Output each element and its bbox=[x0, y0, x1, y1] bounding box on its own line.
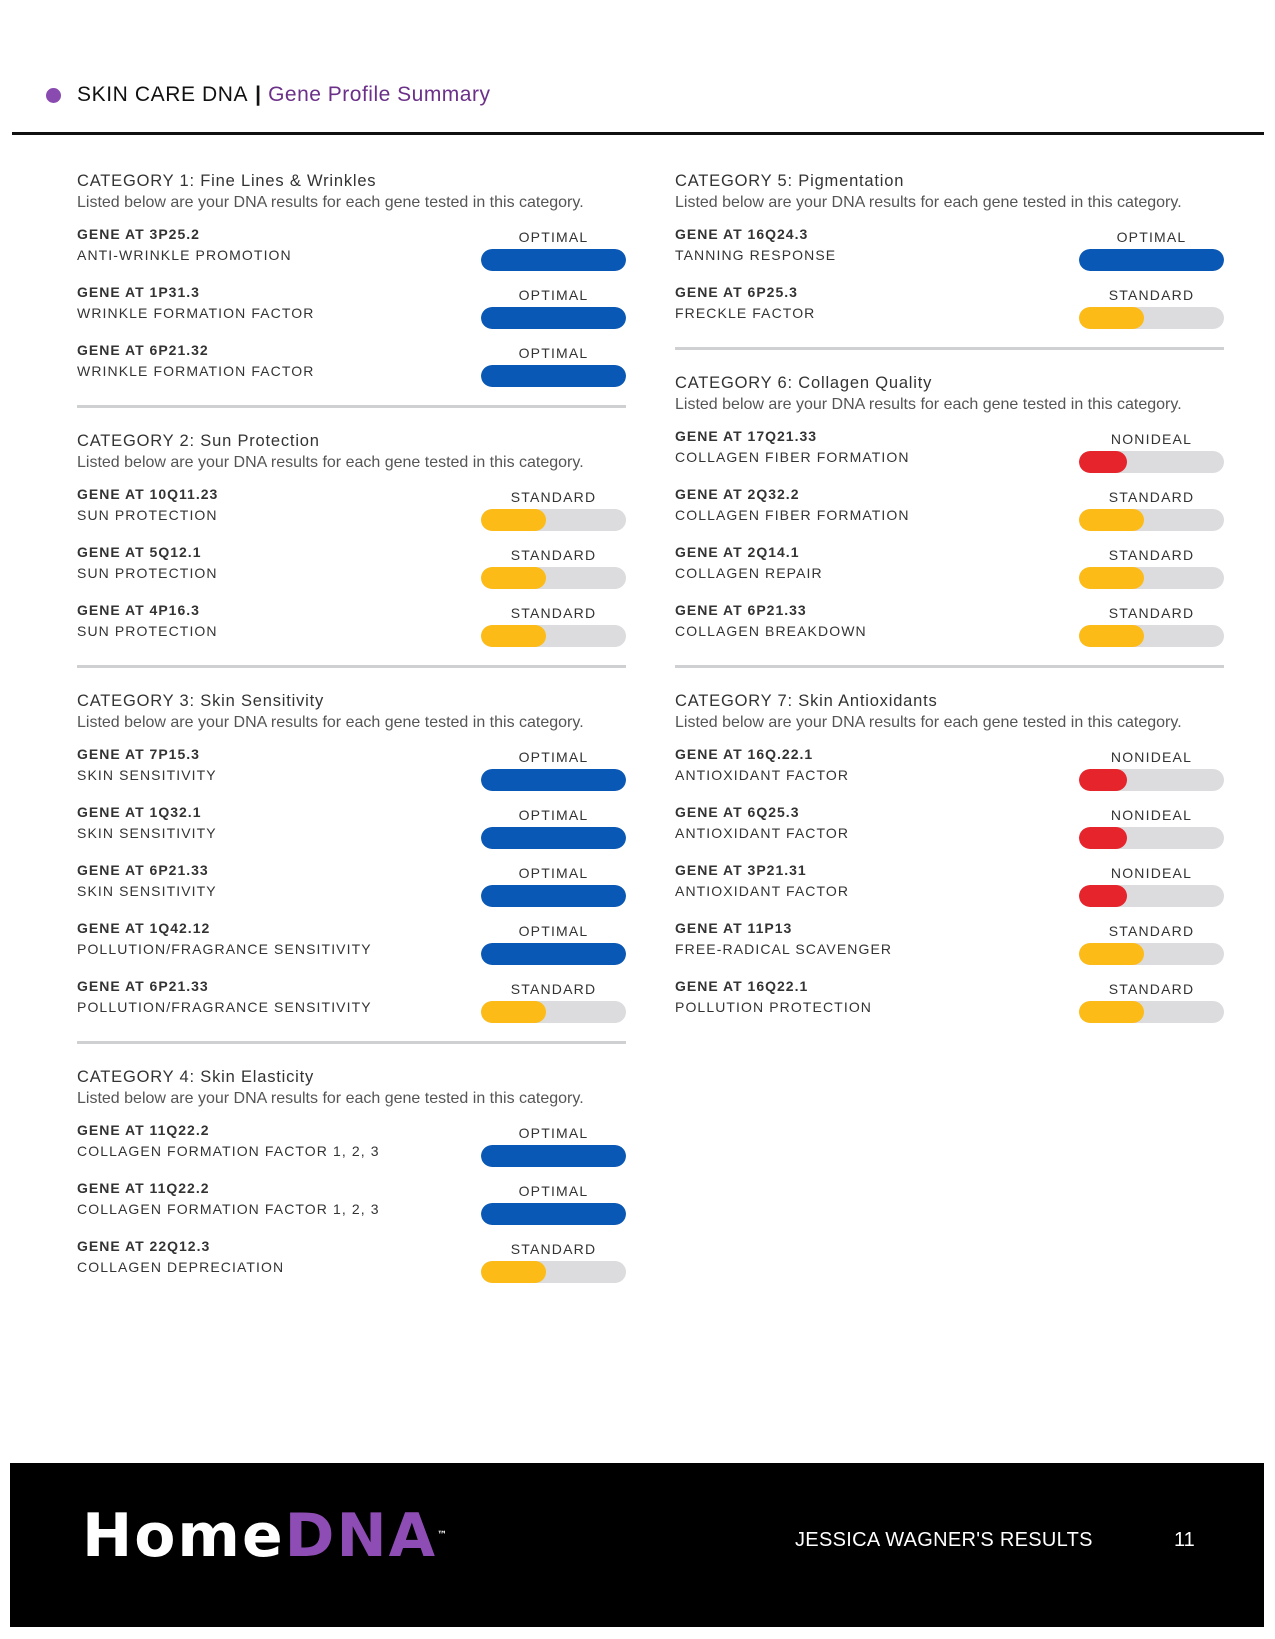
rating-bar-fill bbox=[1079, 1001, 1144, 1023]
gene-row bbox=[77, 741, 626, 799]
category-description: Listed below are your DNA results for each gene tested in this category. bbox=[675, 396, 1182, 413]
rating-bar-track bbox=[481, 1001, 626, 1023]
rating-bar-fill bbox=[1079, 625, 1144, 647]
rating-label: STANDARD bbox=[1108, 547, 1195, 563]
rating-bar-fill bbox=[1079, 885, 1127, 907]
category-section bbox=[77, 690, 626, 1044]
rating-label: STANDARD bbox=[510, 489, 597, 505]
category-description: Listed below are your DNA results for each gene tested in this category. bbox=[675, 194, 1182, 211]
gene-name: SUN PROTECTION bbox=[77, 507, 218, 523]
gene-name: SUN PROTECTION bbox=[77, 565, 218, 581]
gene-id: GENE AT 2Q14.1 bbox=[675, 544, 800, 560]
category-description: Listed below are your DNA results for each gene tested in this category. bbox=[77, 1090, 584, 1107]
results-owner-label: JESSICA WAGNER'S RESULTS bbox=[795, 1529, 1093, 1551]
gene-name: SKIN SENSITIVITY bbox=[77, 883, 217, 899]
gene-row bbox=[77, 1175, 626, 1233]
gene-rating bbox=[481, 605, 626, 647]
gene-name: TANNING RESPONSE bbox=[675, 247, 837, 263]
gene-row bbox=[675, 799, 1224, 857]
rating-bar-fill bbox=[481, 1261, 546, 1283]
gene-id: GENE AT 2Q32.2 bbox=[675, 486, 800, 502]
category-title: CATEGORY 2: Sun Protection bbox=[77, 432, 320, 450]
rating-label: OPTIMAL bbox=[518, 287, 589, 303]
gene-rating bbox=[481, 981, 626, 1023]
header-divider bbox=[12, 132, 1264, 135]
gene-name: COLLAGEN REPAIR bbox=[675, 565, 823, 581]
category-section bbox=[675, 170, 1224, 350]
rating-bar-fill bbox=[1079, 307, 1144, 329]
rating-bar-track bbox=[1079, 885, 1224, 907]
rating-bar-track bbox=[481, 1261, 626, 1283]
gene-name: POLLUTION/FRAGRANCE SENSITIVITY bbox=[77, 941, 372, 957]
rating-bar-fill bbox=[481, 1145, 626, 1167]
gene-id: GENE AT 5Q12.1 bbox=[77, 544, 202, 560]
category-section bbox=[77, 1066, 626, 1301]
logo-home-text: Home bbox=[82, 1501, 285, 1571]
rating-label: STANDARD bbox=[510, 547, 597, 563]
rating-label: NONIDEAL bbox=[1110, 749, 1193, 765]
gene-row bbox=[675, 597, 1224, 655]
gene-id: GENE AT 7P15.3 bbox=[77, 746, 200, 762]
rating-bar-fill bbox=[1079, 769, 1127, 791]
gene-row bbox=[77, 337, 626, 395]
gene-id: GENE AT 10Q11.23 bbox=[77, 486, 219, 502]
category-section bbox=[675, 690, 1224, 1041]
rating-label: STANDARD bbox=[1108, 287, 1195, 303]
page-number: 11 bbox=[1174, 1529, 1195, 1551]
bullet-icon bbox=[46, 88, 61, 103]
gene-name: COLLAGEN DEPRECIATION bbox=[77, 1259, 285, 1275]
gene-name: ANTIOXIDANT FACTOR bbox=[675, 767, 850, 783]
gene-id: GENE AT 11Q22.2 bbox=[77, 1180, 210, 1196]
rating-bar-track bbox=[481, 365, 626, 387]
category-description: Listed below are your DNA results for each gene tested in this category. bbox=[675, 714, 1182, 731]
gene-id: GENE AT 11Q22.2 bbox=[77, 1122, 210, 1138]
category-title: CATEGORY 5: Pigmentation bbox=[675, 172, 905, 190]
gene-id: GENE AT 22Q12.3 bbox=[77, 1238, 211, 1254]
rating-bar-fill bbox=[1079, 249, 1224, 271]
gene-name: SKIN SENSITIVITY bbox=[77, 767, 217, 783]
gene-row bbox=[77, 915, 626, 973]
rating-bar-fill bbox=[1079, 943, 1144, 965]
gene-rating bbox=[1079, 489, 1224, 531]
gene-row bbox=[675, 481, 1224, 539]
gene-id: GENE AT 6P21.33 bbox=[77, 978, 209, 994]
gene-row bbox=[77, 973, 626, 1031]
gene-rating bbox=[1079, 431, 1224, 473]
gene-name: FRECKLE FACTOR bbox=[675, 305, 816, 321]
rating-bar-fill bbox=[1079, 509, 1144, 531]
gene-id: GENE AT 16Q.22.1 bbox=[675, 746, 814, 762]
rating-bar-track bbox=[481, 943, 626, 965]
gene-row bbox=[77, 597, 626, 655]
logo-trademark: ™ bbox=[437, 1530, 448, 1541]
gene-id: GENE AT 1P31.3 bbox=[77, 284, 200, 300]
gene-row bbox=[675, 279, 1224, 337]
rating-bar-track bbox=[1079, 943, 1224, 965]
rating-bar-fill bbox=[481, 567, 546, 589]
rating-label: OPTIMAL bbox=[518, 807, 589, 823]
category-description: Listed below are your DNA results for each gene tested in this category. bbox=[77, 194, 584, 211]
gene-name: COLLAGEN FORMATION FACTOR 1, 2, 3 bbox=[77, 1143, 380, 1159]
gene-row bbox=[77, 857, 626, 915]
rating-label: OPTIMAL bbox=[518, 1125, 589, 1141]
gene-rating bbox=[1079, 229, 1224, 271]
logo-dna-text: DNA bbox=[284, 1501, 438, 1571]
gene-row bbox=[77, 279, 626, 337]
rating-bar-fill bbox=[1079, 827, 1127, 849]
gene-id: GENE AT 17Q21.33 bbox=[675, 428, 818, 444]
rating-bar-track bbox=[481, 307, 626, 329]
left-column bbox=[77, 170, 626, 1323]
gene-row bbox=[77, 1117, 626, 1175]
rating-label: OPTIMAL bbox=[518, 923, 589, 939]
rating-label: STANDARD bbox=[1108, 489, 1195, 505]
rating-bar-track bbox=[1079, 1001, 1224, 1023]
gene-rating bbox=[481, 865, 626, 907]
category-title: CATEGORY 3: Skin Sensitivity bbox=[77, 692, 325, 710]
category-title: CATEGORY 7: Skin Antioxidants bbox=[675, 692, 938, 710]
gene-rating bbox=[481, 749, 626, 791]
rating-label: OPTIMAL bbox=[518, 749, 589, 765]
category-section bbox=[77, 170, 626, 408]
rating-bar-fill bbox=[481, 1001, 546, 1023]
right-column bbox=[675, 170, 1224, 1063]
category-section bbox=[675, 372, 1224, 668]
gene-rating bbox=[481, 489, 626, 531]
gene-rating bbox=[481, 1241, 626, 1283]
rating-bar-track bbox=[481, 1145, 626, 1167]
category-section bbox=[77, 430, 626, 668]
rating-bar-track bbox=[1079, 769, 1224, 791]
gene-id: GENE AT 16Q24.3 bbox=[675, 226, 809, 242]
rating-bar-fill bbox=[481, 827, 626, 849]
rating-bar-track bbox=[1079, 509, 1224, 531]
gene-row bbox=[675, 539, 1224, 597]
rating-bar-track bbox=[1079, 307, 1224, 329]
gene-rating bbox=[481, 1183, 626, 1225]
rating-label: OPTIMAL bbox=[518, 229, 589, 245]
rating-bar-fill bbox=[1079, 451, 1127, 473]
gene-name: ANTIOXIDANT FACTOR bbox=[675, 825, 850, 841]
gene-rating bbox=[481, 807, 626, 849]
rating-label: NONIDEAL bbox=[1110, 807, 1193, 823]
rating-bar-fill bbox=[481, 307, 626, 329]
gene-name: POLLUTION PROTECTION bbox=[675, 999, 873, 1015]
gene-row bbox=[675, 221, 1224, 279]
gene-row bbox=[675, 973, 1224, 1031]
rating-bar-track bbox=[1079, 249, 1224, 271]
gene-rating bbox=[1079, 605, 1224, 647]
gene-name: SUN PROTECTION bbox=[77, 623, 218, 639]
gene-rating bbox=[481, 229, 626, 271]
header-separator: | bbox=[255, 83, 262, 106]
rating-bar-track bbox=[1079, 451, 1224, 473]
gene-rating bbox=[481, 287, 626, 329]
rating-bar-track bbox=[481, 827, 626, 849]
gene-row bbox=[77, 221, 626, 279]
rating-bar-track bbox=[1079, 567, 1224, 589]
rating-label: STANDARD bbox=[1108, 981, 1195, 997]
rating-bar-fill bbox=[481, 509, 546, 531]
category-title: CATEGORY 4: Skin Elasticity bbox=[77, 1068, 315, 1086]
rating-bar-fill bbox=[481, 249, 626, 271]
rating-bar-fill bbox=[481, 625, 546, 647]
category-description: Listed below are your DNA results for each gene tested in this category. bbox=[77, 714, 584, 731]
rating-bar-track bbox=[1079, 827, 1224, 849]
rating-label: OPTIMAL bbox=[1116, 229, 1187, 245]
gene-name: POLLUTION/FRAGRANCE SENSITIVITY bbox=[77, 999, 372, 1015]
gene-rating bbox=[1079, 923, 1224, 965]
gene-row bbox=[675, 915, 1224, 973]
rating-bar-fill bbox=[481, 1203, 626, 1225]
gene-id: GENE AT 1Q32.1 bbox=[77, 804, 202, 820]
gene-id: GENE AT 6P21.33 bbox=[77, 862, 209, 878]
gene-id: GENE AT 6Q25.3 bbox=[675, 804, 800, 820]
gene-id: GENE AT 1Q42.12 bbox=[77, 920, 211, 936]
gene-name: COLLAGEN FIBER FORMATION bbox=[675, 449, 910, 465]
gene-name: WRINKLE FORMATION FACTOR bbox=[77, 305, 315, 321]
header-subtitle: Gene Profile Summary bbox=[268, 83, 491, 106]
category-description: Listed below are your DNA results for each gene tested in this category. bbox=[77, 454, 584, 471]
gene-rating bbox=[1079, 981, 1224, 1023]
rating-label: STANDARD bbox=[510, 605, 597, 621]
rating-bar-track bbox=[481, 509, 626, 531]
rating-bar-track bbox=[481, 567, 626, 589]
rating-label: STANDARD bbox=[510, 1241, 597, 1257]
category-title: CATEGORY 1: Fine Lines & Wrinkles bbox=[77, 172, 377, 190]
gene-name: SKIN SENSITIVITY bbox=[77, 825, 217, 841]
rating-label: STANDARD bbox=[1108, 923, 1195, 939]
gene-rating bbox=[481, 1125, 626, 1167]
gene-rating bbox=[1079, 807, 1224, 849]
gene-id: GENE AT 6P21.33 bbox=[675, 602, 807, 618]
gene-rating bbox=[1079, 287, 1224, 329]
rating-label: NONIDEAL bbox=[1110, 431, 1193, 447]
rating-label: STANDARD bbox=[510, 981, 597, 997]
gene-row bbox=[675, 741, 1224, 799]
gene-name: FREE-RADICAL SCAVENGER bbox=[675, 941, 893, 957]
rating-label: OPTIMAL bbox=[518, 865, 589, 881]
gene-row bbox=[77, 799, 626, 857]
rating-label: NONIDEAL bbox=[1110, 865, 1193, 881]
gene-id: GENE AT 4P16.3 bbox=[77, 602, 200, 618]
gene-name: ANTI-WRINKLE PROMOTION bbox=[77, 247, 292, 263]
gene-rating bbox=[481, 923, 626, 965]
rating-bar-track bbox=[481, 625, 626, 647]
gene-row bbox=[675, 423, 1224, 481]
rating-bar-track bbox=[481, 1203, 626, 1225]
gene-row bbox=[77, 1233, 626, 1291]
gene-id: GENE AT 3P25.2 bbox=[77, 226, 200, 242]
gene-id: GENE AT 16Q22.1 bbox=[675, 978, 809, 994]
page-header bbox=[46, 80, 490, 110]
gene-id: GENE AT 6P21.32 bbox=[77, 342, 209, 358]
gene-rating bbox=[481, 547, 626, 589]
gene-name: COLLAGEN FIBER FORMATION bbox=[675, 507, 910, 523]
gene-rating bbox=[1079, 547, 1224, 589]
rating-label: OPTIMAL bbox=[518, 1183, 589, 1199]
rating-bar-fill bbox=[481, 885, 626, 907]
gene-name: COLLAGEN FORMATION FACTOR 1, 2, 3 bbox=[77, 1201, 380, 1217]
gene-row bbox=[77, 539, 626, 597]
gene-id: GENE AT 3P21.31 bbox=[675, 862, 807, 878]
rating-bar-fill bbox=[1079, 567, 1144, 589]
header-title: SKIN CARE DNA bbox=[77, 83, 249, 106]
category-title: CATEGORY 6: Collagen Quality bbox=[675, 374, 933, 392]
gene-rating bbox=[1079, 749, 1224, 791]
gene-name: ANTIOXIDANT FACTOR bbox=[675, 883, 850, 899]
rating-bar-fill bbox=[481, 365, 626, 387]
gene-row bbox=[77, 481, 626, 539]
page-footer bbox=[10, 1463, 1264, 1627]
gene-name: WRINKLE FORMATION FACTOR bbox=[77, 363, 315, 379]
gene-rating bbox=[1079, 865, 1224, 907]
rating-label: OPTIMAL bbox=[518, 345, 589, 361]
gene-id: GENE AT 11P13 bbox=[675, 920, 793, 936]
rating-bar-track bbox=[481, 769, 626, 791]
rating-bar-track bbox=[1079, 625, 1224, 647]
gene-name: COLLAGEN BREAKDOWN bbox=[675, 623, 867, 639]
gene-rating bbox=[481, 345, 626, 387]
rating-bar-track bbox=[481, 249, 626, 271]
rating-label: STANDARD bbox=[1108, 605, 1195, 621]
homedna-logo bbox=[82, 1501, 447, 1571]
gene-row bbox=[675, 857, 1224, 915]
rating-bar-track bbox=[481, 885, 626, 907]
rating-bar-fill bbox=[481, 769, 626, 791]
rating-bar-fill bbox=[481, 943, 626, 965]
gene-id: GENE AT 6P25.3 bbox=[675, 284, 798, 300]
